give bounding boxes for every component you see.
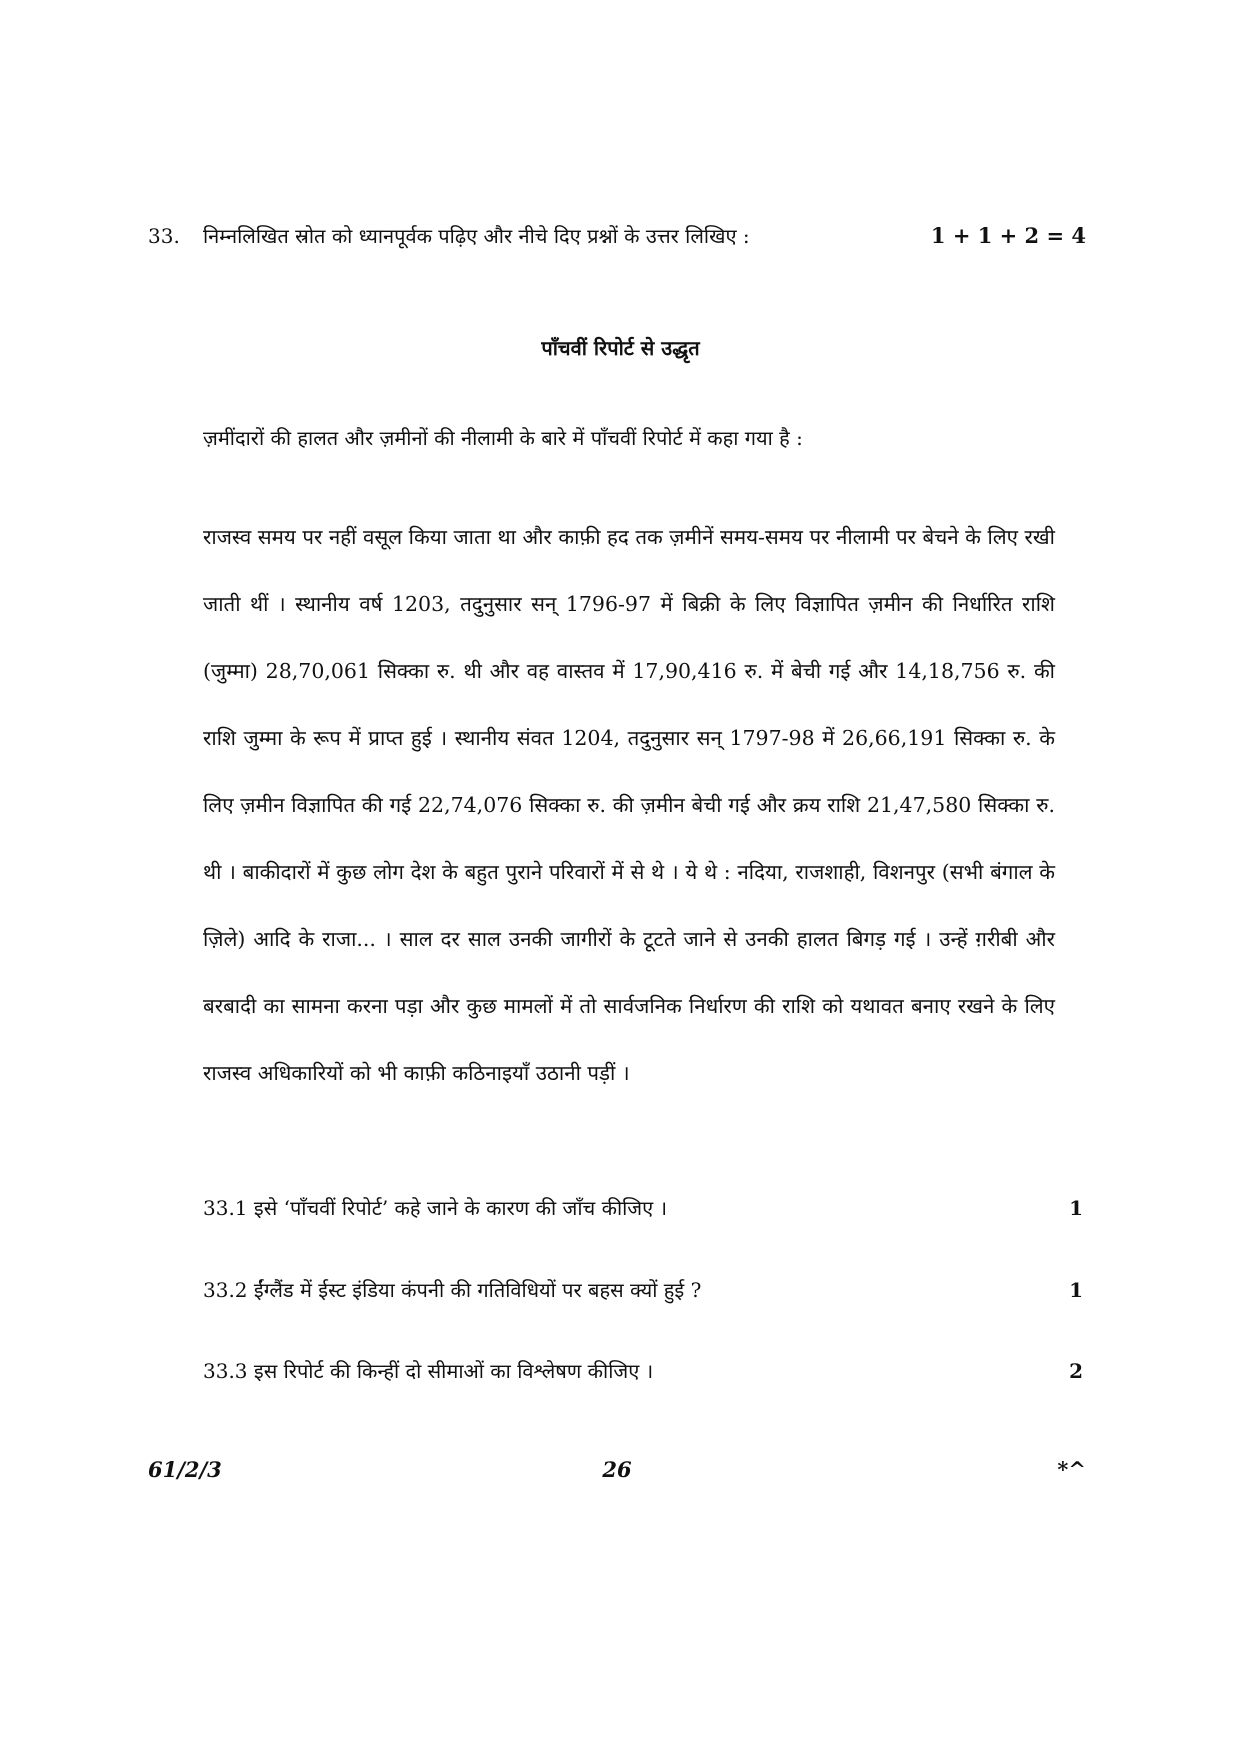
- question-instruction: निम्नलिखित स्रोत को ध्यानपूर्वक पढ़िए और नीचे दिए प्रश्नों के उत्तर लिखिए :: [203, 224, 750, 248]
- sub-question-text: 33.1 इसे ‘पाँचवीं रिपोर्ट’ कहे जाने के कारण की जाँच कीजिए ।: [203, 1196, 668, 1220]
- footer-mark: *^: [1057, 1457, 1086, 1482]
- sub-question-2: [203, 1272, 1083, 1308]
- sub-question-marks: 2: [1069, 1359, 1083, 1383]
- paper-code: 61/2/3: [148, 1457, 222, 1482]
- question-number: 33.: [148, 224, 180, 248]
- sub-question-text: 33.2 ईंग्लैंड में ईस्ट इंडिया कंपनी की गतिविधियों पर बहस क्यों हुई ?: [203, 1278, 702, 1302]
- question-header: [148, 218, 1086, 254]
- sub-question-3: [203, 1353, 1083, 1389]
- page-number: 26: [602, 1457, 632, 1482]
- sub-question-text: 33.3 इस रिपोर्ट की किन्हीं दो सीमाओं का विश्लेषण कीजिए ।: [203, 1359, 654, 1383]
- question-marks: 1 + 1 + 2 = 4: [930, 223, 1086, 248]
- page-footer: [148, 1452, 1086, 1488]
- sub-question-1: [203, 1190, 1083, 1226]
- source-intro: ज़मींदारों की हालत और ज़मीनों की नीलामी के बारे में पाँचवीं रिपोर्ट में कहा गया है :: [203, 426, 803, 450]
- sub-question-marks: 1: [1069, 1196, 1083, 1220]
- source-title: पाँचवीं रिपोर्ट से उद्धृत: [541, 336, 700, 360]
- sub-question-marks: 1: [1069, 1278, 1083, 1302]
- source-passage: राजस्व समय पर नहीं वसूल किया जाता था और काफ़ी हद तक ज़मीनें समय-समय पर नीलामी पर बेचने के लिए रखी जाती थीं । स्थानीय वर्ष 1203, तदुनुसार सन् 1796-97 में बिक्री के लिए विज्ञापित ज़मीन की निर्धारित राशि (जुम्मा) 28,70,061 सिक्का रु. थी और वह वास्तव में 17,90,416 रु. में बेची गई और 14,18,756 रु. की राशि जुम्मा के रूप में प्राप्त हुई । स्थानीय संवत 1204, तदुनुसार सन् 1797-98 में 26,66,191 सिक्का रु. के लिए ज़मीन विज्ञापित की गई 22,74,076 सिक्का रु. की ज़मीन बेची गई और क्रय राशि 21,47,580 सिक्का रु. थी । बाकीदारों में कुछ लोग देश के बहुत पुराने परिवारों में से थे । ये थे : नदिया, राजशाही, विशनपुर (सभी बंगाल के ज़िले) आदि के राजा... । साल दर साल उनकी जागीरों के टूटते जाने से उनकी हालत बिगड़ गई । उन्हें ग़रीबी और बरबादी का सामना करना पड़ा और कुछ मामलों में तो सार्वजनिक निर्धारण की राशि को यथावत बनाए रखने के लिए राजस्व अधिकारियों को भी काफ़ी कठिनाइयाँ उठानी पड़ीं ।: [203, 525, 1055, 1085]
